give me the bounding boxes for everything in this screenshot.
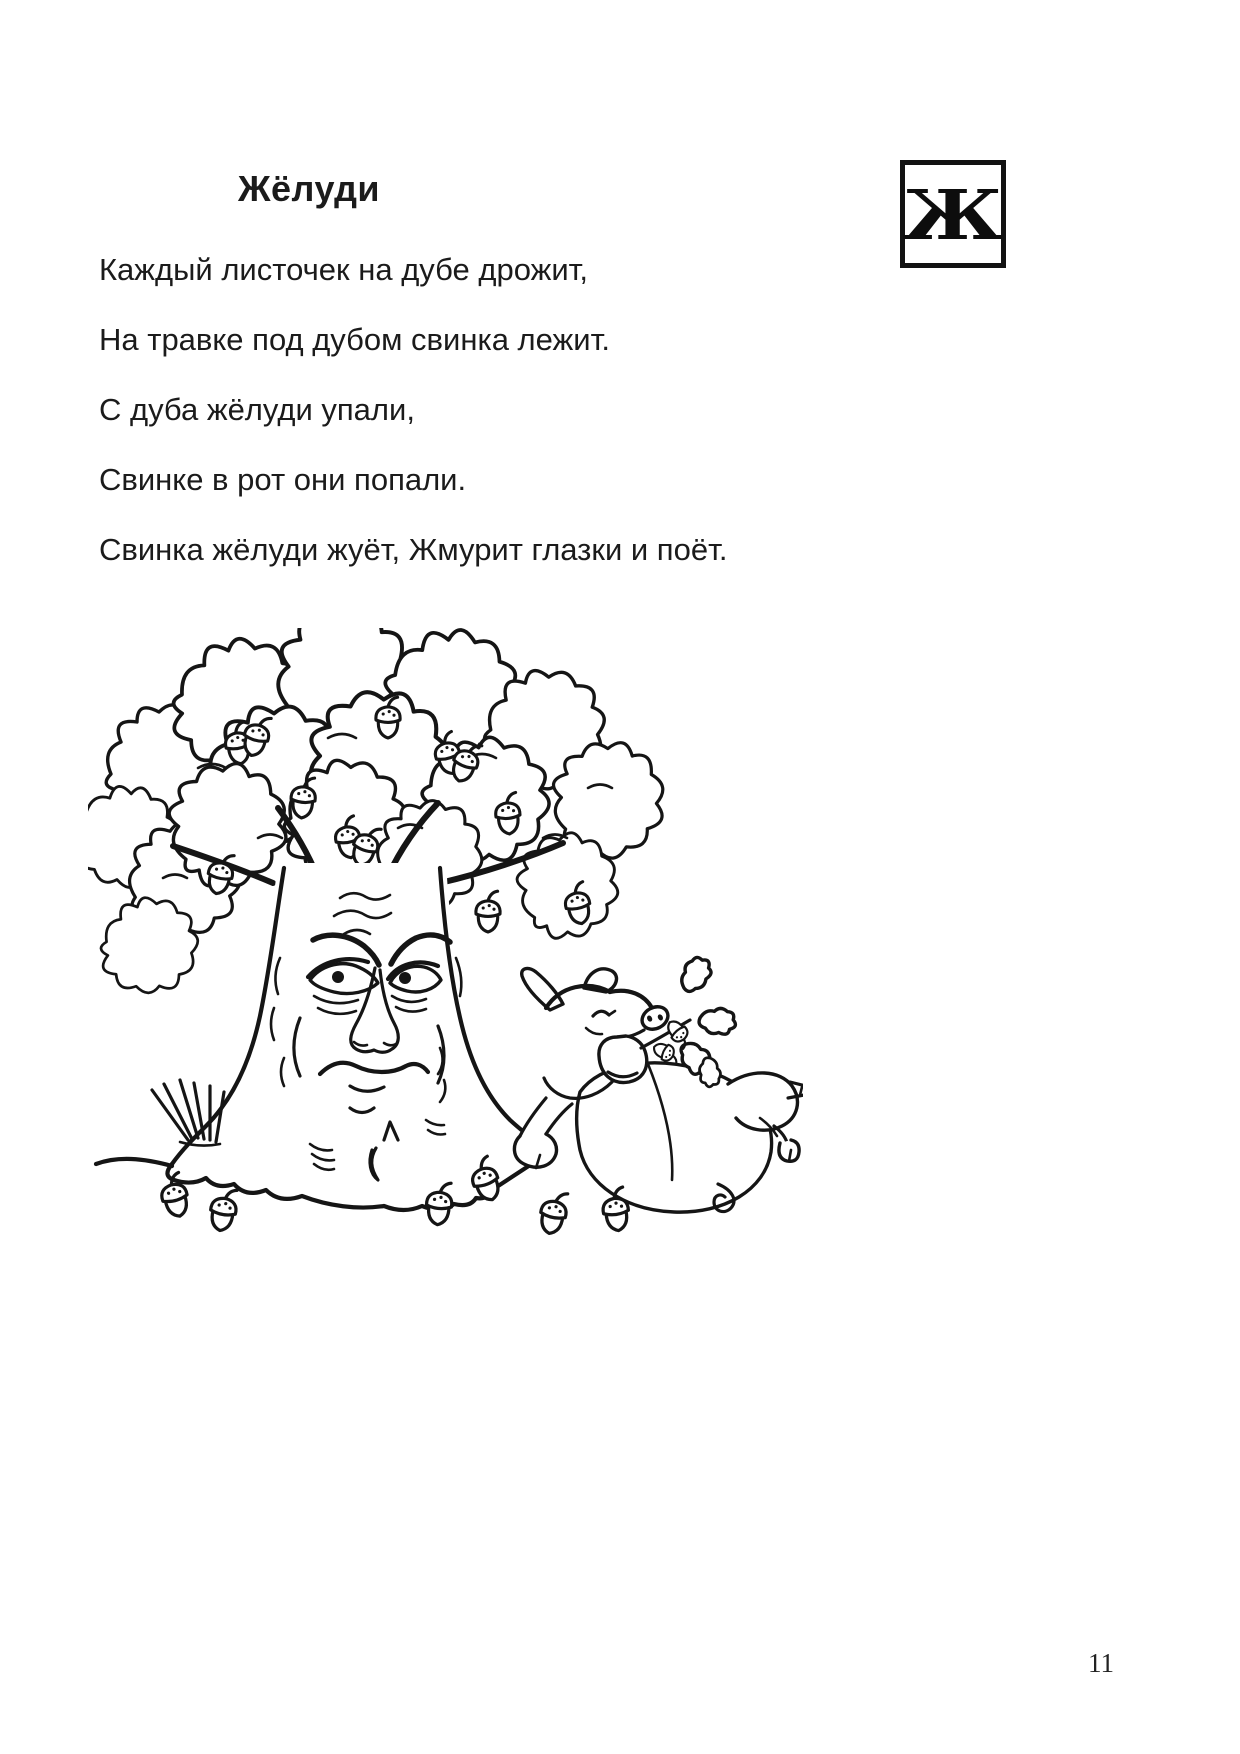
pig (514, 969, 803, 1221)
poem-line: На травке под дубом свинка лежит. (99, 322, 610, 357)
alphabet-letter-box (900, 160, 1006, 268)
pig-front-hoof (514, 1134, 556, 1167)
oak-tree-and-pig-illustration (88, 628, 803, 1253)
alphabet-letter: Ж (903, 176, 1003, 256)
page-number: 11 (1088, 1648, 1114, 1678)
poem-title: Жёлуди (238, 168, 381, 209)
poem-line: Каждый листочек на дубе дрожит, (99, 252, 589, 287)
poem-line: Свинке в рот они попали. (99, 462, 467, 497)
pig-ear (522, 969, 563, 1010)
poem-line: С дуба жёлуди упали, (99, 392, 415, 427)
poem-line: Свинка жёлуди жуёт, Жмурит глазки и поёт. (99, 532, 728, 567)
poem-text (99, 250, 727, 600)
